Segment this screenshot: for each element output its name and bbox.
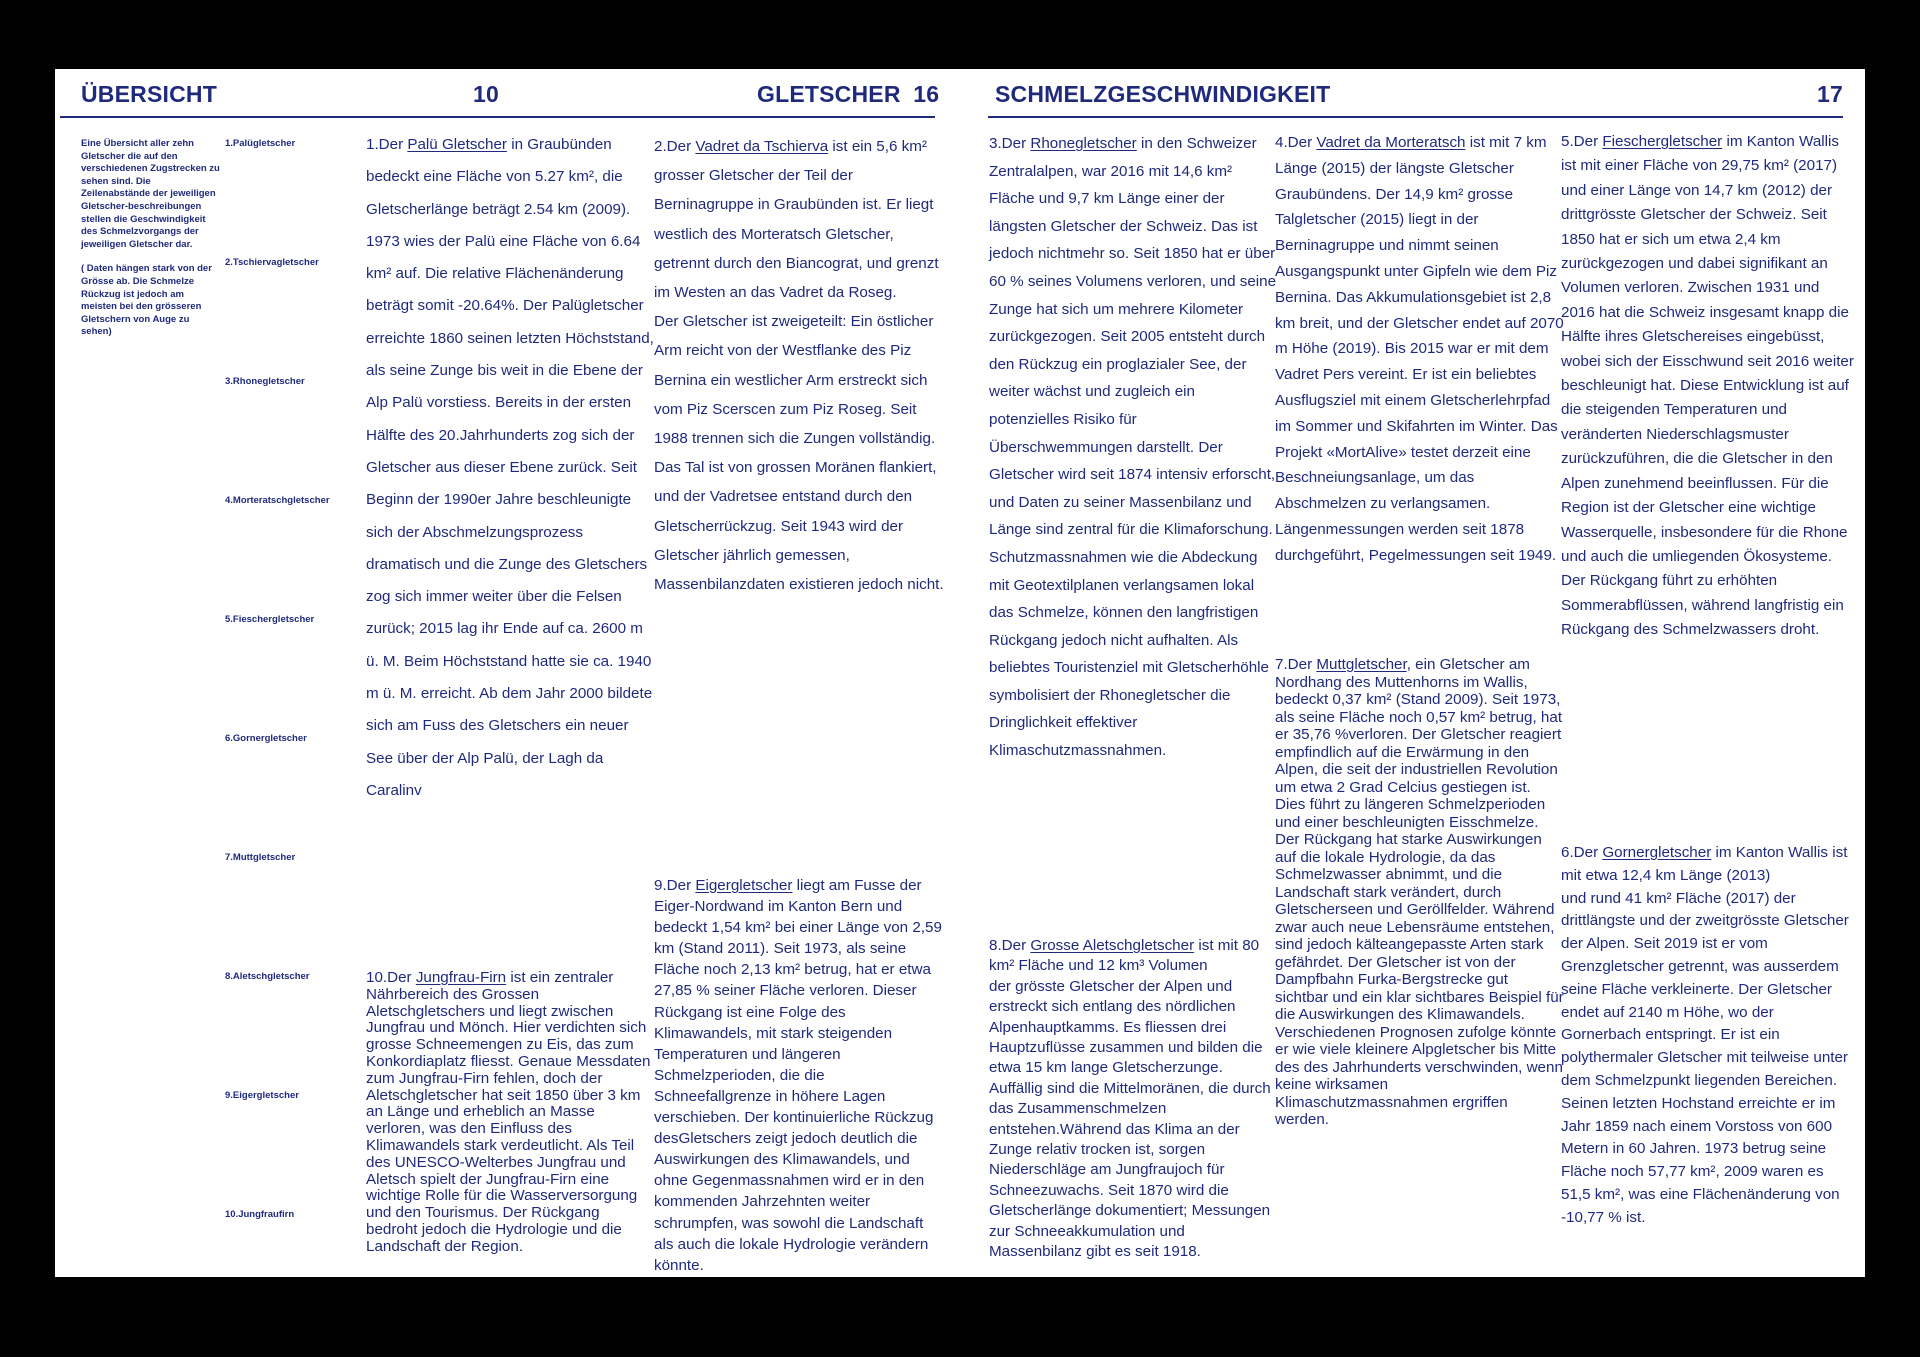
article-tschierva: 2.Der Vadret da Tschierva ist ein 5,6 km² grosser Gletscher der Teil der Berninagruppe in Graubünden ist. Er liegt westlich des Morteratsch Gletscher, getrennt durch den Biancograt, und grenzt im Westen an das Vadret da Roseg. Der Gletscher ist zweigeteilt: Ein östlicher Arm reicht von der Westflanke des Piz Bernina ein westlicher Arm erstreckt sich vom Piz Scerscen zum Piz Roseg. Seit 1988 trennen sich die Zungen vollständig. Das Tal ist von grossen Moränen flankiert, und der Vadretsee entstand durch den Gletscherrückzug. Seit 1943 wird der Gletscher jährlich gemessen, Massenbilanzdaten existieren jedoch nicht.: [654, 132, 944, 599]
link-jungfrau[interactable]: Jungfrau-Firn: [415, 969, 507, 986]
article-mutt: 7.Der Muttgletscher, ein Gletscher am Nordhang des Muttenhorns im Wallis, bedeckt 0,37 km² (Stand 2009). Seit 1973, als seine Fläche noch 0,57 km² betrug, hat er 35,76 %verloren. Der Gletscher reagiert empfindlich auf die Erwärmung in den Alpen, die seit der industriellen Revolution um etwa 2 Grad Celcius gestiegen ist. Dies führt zu längeren Schmelzperioden und einer beschleunigten Eisschmelze. Der Rückgang hat starke Auswirkungen auf die lokale Hydrologie, da das Schmelzwasser abnimmt, und die Landschaft stark verändert, durch Gletscherseen und Geröllfelder. Während zwar auch neue Lebensräume entstehen, sind jedoch kälteangepasste Arten stark gefährdet. Der Gletscher ist von der Dampfbahn Furka-Bergstrecke gut sichtbar und ein klar sichtbares Beispiel für die Auswirkungen des Klimawandels. Verschiedenen Prognosen zufolge könnte er wie viele kleinere Alpgletscher bis Mitte des des Jahrhunderts verschwinden, wenn keine wirksamen Klimaschutzmassnahmen ergriffen werden.: [1275, 656, 1564, 1128]
link-eiger[interactable]: Eigergletscher: [695, 877, 793, 894]
section-title-left: ÜBERSICHT: [81, 81, 217, 107]
article-rhone: 3.Der Rhonegletscher in den Schweizer Zentralalpen, war 2016 mit 14,6 km² Fläche und 9,7 km Länge einer der längsten Gletscher der Schweiz. Das ist jedoch nichtmehr so. Seit 1850 hat er über 60 % seines Volumens verloren, und seine Zunge hat sich um mehrere Kilometer zurückgezogen. Seit 2005 entsteht durch den Rückzug ein proglazialer See, der weiter wächst und zugleich ein potenzielles Risiko für Überschwemmungen darstellt. Der Gletscher wird seit 1874 intensiv erforscht, und Daten zu seiner Massenbilanz und Länge sind zentral für die Klimaforschung. Schutzmassnahmen wie die Abdeckung mit Geotextilplanen verlangsamen lokal das Schmelze, können den langfristigen Rückgang jedoch nicht aufhalten. Als beliebtes Touristenziel mit Gletscherhöhle symbolisiert der Rhonegletscher die Dringlichkeit effektiver Klimaschutzmassnahmen.: [989, 135, 1277, 760]
index-item-7[interactable]: 7.Muttgletscher: [225, 852, 296, 863]
article-fiescher: 5.Der Fieschergletscher im Kanton Wallis ist mit einer Fläche von 29,75 km² (2017) und einer Länge von 14,7 km (2012) der drittgrösste Gletscher der Schweiz. Seit 1850 hat er sich um etwa 2,4 km zurückgezogen und dabei signifikant an Volumen verloren. Zwischen 1931 und 2016 hat die Schweiz insgesamt knapp die Hälfte ihres Gletschereises eingebüsst, wobei sich der Eisschwund seit 2016 weiter beschleunigt hat. Diese Entwicklung ist auf die steigenden Temperaturen und veränderten Niederschlagsmuster zurückzuführen, die die Gletscher in den Alpen zunehmend beeinflussen. Für die Region ist der Gletscher eine wichtige Wasserquelle, insbesondere für die Rhone und auch die umliegenden Ökosysteme. Der Rückgang führt zu erhöhten Sommerabflüssen, während langfristig ein Rückgang des Schmelzwassers droht.: [1561, 133, 1854, 639]
link-tschierva[interactable]: Vadret da Tschierva: [695, 138, 829, 155]
index-item-2[interactable]: 2.Tschiervagletscher: [225, 257, 319, 268]
link-rhone[interactable]: Rhonegletscher: [1030, 135, 1137, 152]
link-gorner[interactable]: Gornergletscher: [1602, 844, 1712, 861]
section-title-center: [757, 80, 939, 108]
aletsch-body2: der grösste Gletscher der Alpen und erstreckt sich entlang des nördlichen Alpenhauptkamms. Es fliessen drei Hauptzuflüsse zusammen und bilden die etwa 15 km lange Gletscherzunge. Auffällig sind die Mittelmoränen, die durch das Zusammenschmelzen entstehen.Während das Klima an der Zunge relativ trocken ist, sorgen Niederschläge am Jungfraujoch für Schneezuwachs. Seit 1870 wird die Gletscherlänge dokumentiert; Messungen zur Schneeakkumulation und Massenbilanz gibt es seit 1918.: [989, 977, 1271, 1261]
page-number-right: 17: [1817, 81, 1843, 107]
article-palu: 1.Der Palü Gletscher in Graubünden bedeckt eine Fläche von 5.27 km², die Gletscherlänge beträgt 2.54 km (2009). 1973 wies der Palü eine Fläche von 6.64 km² auf. Die relative Flächenänderung beträgt somit -20.64%. Der Palügletscher erreichte 1860 seinen letzten Höchststand, als seine Zunge bis weit in die Ebene der Alp Palü vorstiess. Bereits in der ersten Hälfte des 20.Jahrhunderts zog sich der Gletscher aus dieser Ebene zurück. Seit Beginn der 1990er Jahre beschleunigte sich der Abschmelzungsprozess dramatisch und die Zunge des Gletschers zog sich immer weiter über die Felsen zurück; 2015 lag ihr Ende auf ca. 2600 m ü. M. Beim Höchststand hatte sie ca. 1940 m ü. M. erreicht. Ab dem Jahr 2000 bildete sich am Fuss des Gletschers ein neuer See über der Alp Palü, der Lagh da Caralinv: [366, 136, 654, 799]
index-item-10[interactable]: 10.Jungfraufirn: [225, 1209, 295, 1220]
index-item-4[interactable]: 4.Morteratschgletscher: [225, 495, 330, 506]
index-item-3[interactable]: 3.Rhonegletscher: [225, 376, 305, 387]
index-item-1[interactable]: 1.Palügletscher: [225, 138, 296, 149]
page-number-left: 10: [473, 81, 499, 107]
article-gorner: 6.Der Gornergletscher im Kanton Wallis ist mit etwa 12,4 km Länge (2013) und rund 41 km² Fläche (2017) der drittlängste und der zweitgrösste Gletscher der Alpen. Seit 2019 ist er vom Grenzgletscher getrennt, was ausserdem seine Fläche verkleinerte. Der Gletscher endet auf 2140 m Höhe, wo der Gornerbach entspringt. Er ist ein polythermaler Gletscher mit teilweise unter dem Schmelzpunkt liegenden Bereichen. Seinen letzten Hochstand erreichte er im Jahr 1859 nach einem Vorstoss von 600 Metern in 60 Jahren. 1973 betrug seine Fläche noch 57,77 km², 2009 waren es 51,5 km², was eine Flächenänderung von -10,77 % ist.: [1561, 842, 1857, 1230]
link-palu[interactable]: Palü Gletscher: [407, 136, 507, 153]
header-rule-left: [60, 116, 935, 118]
article-jungfrau: 10.Der Jungfrau-Firn ist ein zentraler Nährbereich des Grossen Aletschgletschers und liegt zwischen Jungfrau und Mönch. Hier verdichten sich grosse Schneemengen zu Eis, das zum Konkordiaplatz fliesst. Genaue Messdaten zum Jungfrau-Firn fehlen, doch der Aletschgletscher hat seit 1850 über 3 km an Länge und erheblich an Masse verloren, was den Einfluss des Klimawandels stark verdeutlicht. Als Teil des UNESCO-Welterbes Jungfrau und Aletsch spielt der Jungfrau-Firn eine wichtige Rolle für die Wasserversorgung und den Tourismus. Der Rückgang bedroht jedoch die Hydrologie und die Landschaft der Region.: [366, 969, 651, 1255]
article-morteratsch: 4.Der Vadret da Morteratsch ist mit 7 km Länge (2015) der längste Gletscher Graubündens. Der 14,9 km² grosse Talgletscher (2015) liegt in der Berninagruppe und nimmt seinen Ausgangspunkt unter Gipfeln wie dem Piz Bernina. Das Akkumulationsgebiet ist 2,8 km breit, und der Gletscher endet auf 2070 m Höhe (2019). Bis 2015 war er mit dem Vadret Pers vereint. Er ist ein beliebtes Ausflugsziel mit einem Gletscherlehrpfad im Sommer und Skifahrten im Winter. Das Projekt «MortAlive» testet derzeit eine Beschneiungsanlage, um das Abschmelzen zu verlangsamen. Längenmessungen werden seit 1878 durchgeführt, Pegelmessungen seit 1949.: [1275, 134, 1564, 564]
intro-text: Eine Übersicht aller zehn Gletscher die auf den verschiedenen Zugstrecken zu sehen sind. Die Zeilenabstände der jeweiligen Gletscher-beschreibungen stellen die Geschwindigkeit des Schmelzvorgangs der jeweiligen Gletscher dar.: [81, 138, 220, 250]
article-eiger: 9.Der Eigergletscher liegt am Fusse der Eiger-Nordwand im Kanton Bern und bedeckt 1,54 km² bei einer Länge von 2,59 km (Stand 2011). Seit 1973, als seine Fläche noch 2,13 km² betrug, hat er etwa 27,85 % seiner Fläche verloren. Dieser Rückgang ist eine Folge des Klimawandels, mit stark steigenden Temperaturen und längeren Schmelzperioden, die die Schneefallgrenze in höhere Lagen verschieben. Der kontinuierliche Rückzug desGletschers zeigt jedoch deutlich die Auswirkungen des Klimawandels, und ohne Gegenmassnahmen wird er in den kommenden Jahrzehnten weiter schrumpfen, was sowohl die Landschaft als auch die lokale Hydrologie verändern könnte.: [654, 877, 942, 1274]
header-rule-right: [988, 116, 1843, 118]
gorner-body2: und rund 41 km² Fläche (2017) der drittlängste und der zweitgrösste Gletscher der Alpen. Seit 2019 ist er vom Grenzgletscher getrennt, was ausserdem seine Fläche verkleinerte. Der Gletscher endet auf 2140 m Höhe, wo der Gornerbach entspringt. Er ist ein polythermaler Gletscher mit teilweise unter dem Schmelzpunkt liegenden Bereichen. Seinen letzten Hochstand erreichte er im Jahr 1859 nach einem Vorstoss von 600 Metern in 60 Jahren. 1973 betrug seine Fläche noch 57,77 km², 2009 waren es 51,5 km², was eine Flächenänderung von -10,77 % ist.: [1561, 889, 1849, 1226]
link-fiescher[interactable]: Fieschergletscher: [1602, 133, 1723, 150]
center-page-number: 16: [913, 81, 940, 107]
link-morteratsch[interactable]: Vadret da Morteratsch: [1316, 134, 1466, 151]
article-aletsch: 8.Der Grosse Aletschgletscher ist mit 80 km² Fläche und 12 km³ Volumen der grösste Gletscher der Alpen und erstreckt sich entlang des nördlichen Alpenhauptkamms. Es fliessen drei Hauptzuflüsse zusammen und bilden die etwa 15 km lange Gletscherzunge. Auffällig sind die Mittelmoränen, die durch das Zusammenschmelzen entstehen.Während das Klima an der Zunge relativ trocken ist, sorgen Niederschläge am Jungfraujoch für Schneezuwachs. Seit 1870 wird die Gletscherlänge dokumentiert; Messungen zur Schneeakkumulation und Massenbilanz gibt es seit 1918.: [989, 936, 1279, 1263]
overview-intro: [81, 138, 221, 351]
intro-note: ( Daten hängen stark von der Grösse ab. Die Schmelze Rückzug ist jedoch am meisten bei den grösseren Gletschern von Auge zu sehen): [81, 263, 212, 338]
center-title: GLETSCHER: [757, 81, 901, 107]
index-item-9[interactable]: 9.Eigergletscher: [225, 1090, 299, 1101]
tschierva-body2: Der Gletscher ist zweigeteilt: Ein östlicher Arm reicht von der Westflanke des Piz Bernina ein westlicher Arm erstreckt sich vom Piz Scerscen zum Piz Roseg. Seit 1988 trennen sich die Zungen vollständig. Das Tal ist von grossen Moränen flankiert, und der Vadretsee entstand durch den Gletscherrückzug. Seit 1943 wird der Gletscher jährlich gemessen, Massenbilanzdaten existieren jedoch nicht.: [654, 313, 944, 594]
index-item-5[interactable]: 5.Fieschergletscher: [225, 614, 315, 625]
magazine-spread: [55, 69, 1865, 1277]
index-item-6[interactable]: 6.Gornergletscher: [225, 733, 307, 744]
link-aletsch[interactable]: Grosse Aletschgletscher: [1030, 937, 1195, 954]
index-item-8[interactable]: 8.Aletschgletscher: [225, 971, 310, 982]
link-mutt[interactable]: Muttgletscher: [1316, 656, 1407, 673]
section-title-right: SCHMELZGESCHWINDIGKEIT: [995, 81, 1331, 107]
